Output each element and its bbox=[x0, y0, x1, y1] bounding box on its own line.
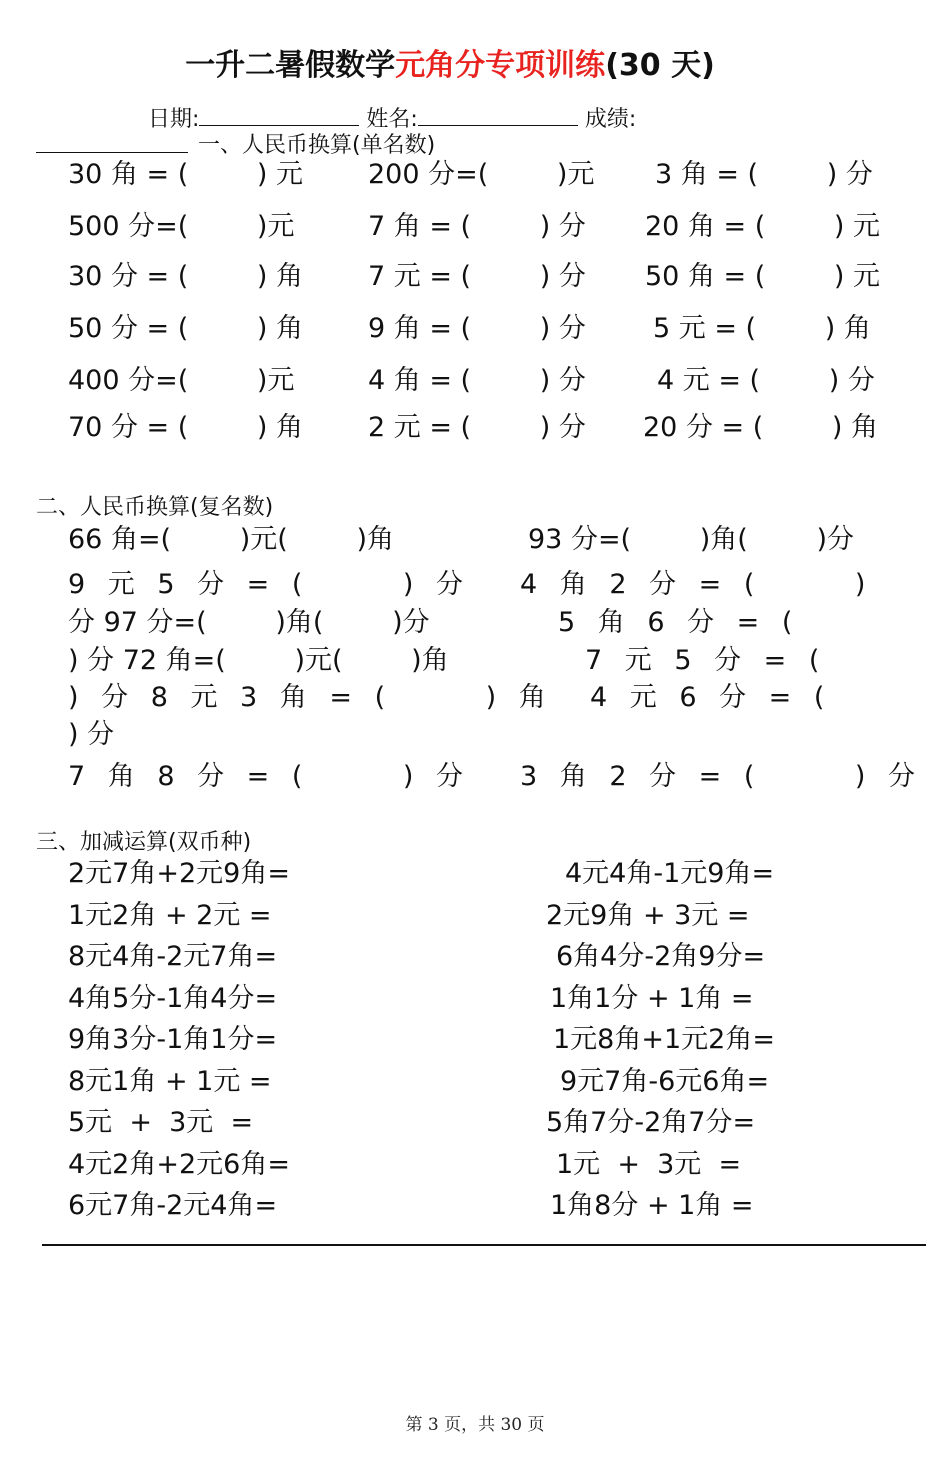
title-highlight: 元角分专项训练 bbox=[395, 48, 606, 83]
problem-s3-r5-left: 8元1角 + 1元 = bbox=[68, 1066, 272, 1097]
problem-s1-r0-c2: 3 角 = ( ) 分 bbox=[655, 159, 873, 190]
problem-s3-r1-left: 1元2角 + 2元 = bbox=[68, 900, 272, 931]
divider bbox=[42, 1244, 926, 1246]
name-label: 姓名: bbox=[366, 107, 418, 132]
problem-s2-r4-right: 4 元 6 分 = ( bbox=[590, 682, 832, 713]
title-prefix: 一升二暑假数学 bbox=[185, 48, 396, 83]
problem-s1-r2-c2: 50 角 = ( ) 元 bbox=[645, 261, 881, 292]
problem-s3-r5-right: 9元7角-6元6角= bbox=[560, 1066, 770, 1097]
problem-s2-r5-left: ) 分 bbox=[68, 719, 115, 750]
problem-s2-r0-right: 93 分=( )角( )分 bbox=[528, 524, 855, 555]
problem-s1-r4-c1: 4 角 = ( ) 分 bbox=[368, 365, 586, 396]
problem-s3-r2-right: 6角4分-2角9分= bbox=[556, 941, 766, 972]
section3-heading: 三、加减运算(双币种) bbox=[36, 830, 252, 855]
problem-s1-r0-c1: 200 分=( )元 bbox=[368, 159, 595, 190]
problem-s3-r8-right: 1角8分 + 1角 = bbox=[550, 1190, 754, 1221]
score-label: 成绩: bbox=[584, 107, 637, 132]
problem-s1-r0-c0: 30 角 = ( ) 元 bbox=[68, 159, 304, 190]
problem-s3-r6-right: 5角7分-2角7分= bbox=[546, 1107, 756, 1138]
problem-s1-r4-c2: 4 元 = ( ) 分 bbox=[657, 365, 875, 396]
problem-s2-r2-left: 分 97 分=( )角( )分 bbox=[68, 607, 430, 638]
problem-s2-r1-left: 9 元 5 分 = ( ) 分 bbox=[68, 569, 471, 600]
problem-s3-r7-left: 4元2角+2元6角= bbox=[68, 1149, 290, 1180]
problem-s1-r1-c2: 20 角 = ( ) 元 bbox=[645, 211, 881, 242]
problem-s3-r4-right: 1元8角+1元2角= bbox=[553, 1024, 775, 1055]
problem-s2-r0-left: 66 角=( )元( )角 bbox=[68, 524, 395, 555]
problem-s2-r2-right: 5 角 6 分 = ( bbox=[558, 607, 800, 638]
problem-s3-r1-right: 2元9角 + 3元 = bbox=[546, 900, 750, 931]
problem-s2-r6-right: 3 角 2 分 = ( ) 分 bbox=[520, 761, 923, 792]
section2-heading: 二、人民币换算(复名数) bbox=[36, 495, 274, 520]
problem-s2-r3-right: 7 元 5 分 = ( bbox=[585, 645, 827, 676]
problem-s1-r3-c1: 9 角 = ( ) 分 bbox=[368, 313, 586, 344]
name-blank bbox=[418, 105, 578, 126]
page-footer: 第 3 页，共 30 页 bbox=[405, 1415, 545, 1435]
problem-s3-r0-left: 2元7角+2元9角= bbox=[68, 858, 290, 889]
problem-s1-r1-c0: 500 分=( )元 bbox=[68, 211, 295, 242]
problem-s2-r6-left: 7 角 8 分 = ( ) 分 bbox=[68, 761, 471, 792]
problem-s3-r6-left: 5元 + 3元 = bbox=[68, 1107, 254, 1138]
date-blank bbox=[199, 105, 359, 126]
problem-s3-r8-left: 6元7角-2元4角= bbox=[68, 1190, 278, 1221]
problem-s1-r4-c0: 400 分=( )元 bbox=[68, 365, 295, 396]
problem-s2-r1-right: 4 角 2 分 = ( ) bbox=[520, 569, 873, 600]
problem-s1-r2-c1: 7 元 = ( ) 分 bbox=[368, 261, 586, 292]
date-label: 日期: bbox=[148, 107, 200, 132]
problem-s2-r3-left: ) 分 72 角=( )元( )角 bbox=[68, 645, 449, 676]
problem-s1-r5-c0: 70 分 = ( ) 角 bbox=[68, 412, 304, 443]
problem-s3-r0-right: 4元4角-1元9角= bbox=[565, 858, 775, 889]
problem-s3-r2-left: 8元4角-2元7角= bbox=[68, 941, 278, 972]
problem-s1-r1-c1: 7 角 = ( ) 分 bbox=[368, 211, 586, 242]
page-title bbox=[0, 40, 900, 84]
problem-s1-r3-c0: 50 分 = ( ) 角 bbox=[68, 313, 304, 344]
problem-s3-r4-left: 9角3分-1角1分= bbox=[68, 1024, 278, 1055]
problem-s3-r3-left: 4角5分-1角4分= bbox=[68, 983, 278, 1014]
problem-s1-r2-c0: 30 分 = ( ) 角 bbox=[68, 261, 304, 292]
problem-s1-r5-c1: 2 元 = ( ) 分 bbox=[368, 412, 586, 443]
problem-s3-r7-right: 1元 + 3元 = bbox=[556, 1149, 742, 1180]
problem-s1-r3-c2: 5 元 = ( ) 角 bbox=[653, 313, 871, 344]
section1-heading: 一、人民币换算(单名数) bbox=[198, 133, 436, 158]
problem-s2-r4-left: ) 分 8 元 3 角 = ( ) 角 bbox=[68, 682, 553, 713]
title-suffix: (30 天) bbox=[605, 48, 715, 83]
problem-s1-r5-c2: 20 分 = ( ) 角 bbox=[643, 412, 879, 443]
problem-s3-r3-right: 1角1分 + 1角 = bbox=[550, 983, 754, 1014]
